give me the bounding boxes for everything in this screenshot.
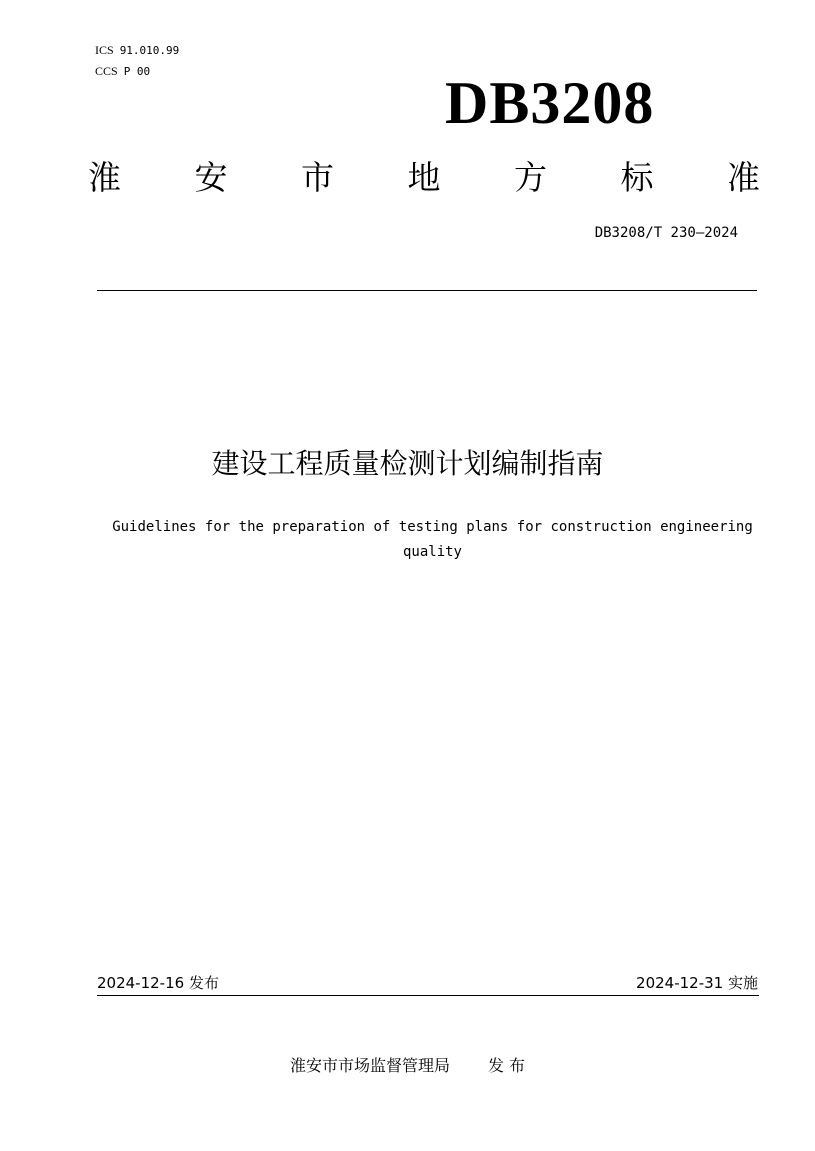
- standard-type-char: 市: [301, 158, 334, 197]
- bottom-divider: [97, 995, 759, 996]
- issuer-name: 淮安市市场监督管理局: [289, 1056, 450, 1075]
- release-date: 2024-12-16 发布: [97, 974, 219, 992]
- standard-type-char: 安: [194, 158, 228, 197]
- standard-code: DB3208/T 230—2024: [594, 225, 738, 241]
- standard-type-char: 方: [514, 158, 547, 197]
- ics-label: ICS: [95, 43, 114, 57]
- ics-line: [95, 40, 179, 61]
- top-divider: [97, 290, 757, 291]
- ics-value: 91.010.99: [119, 44, 180, 57]
- standard-type-char: 准: [727, 158, 760, 197]
- issuer-line: [0, 1053, 815, 1076]
- issuer-action: 发 布: [487, 1056, 526, 1075]
- db-logo: DB3208: [445, 70, 655, 136]
- implementation-date: 2024-12-31 实施: [636, 974, 758, 992]
- classification-block: [95, 40, 179, 82]
- standard-type-char: 地: [407, 158, 441, 197]
- document-title-chinese: 建设工程质量检测计划编制指南: [211, 447, 604, 480]
- document-title-english: Guidelines for the preparation of testing plans for construction engineering quality: [112, 519, 753, 560]
- standard-type-heading: [88, 156, 760, 200]
- ccs-label: CCS: [95, 64, 118, 78]
- ccs-line: [95, 61, 179, 82]
- standard-type-char: 标: [620, 158, 654, 197]
- ccs-value: P 00: [123, 65, 151, 78]
- standard-type-char: 淮: [88, 158, 121, 197]
